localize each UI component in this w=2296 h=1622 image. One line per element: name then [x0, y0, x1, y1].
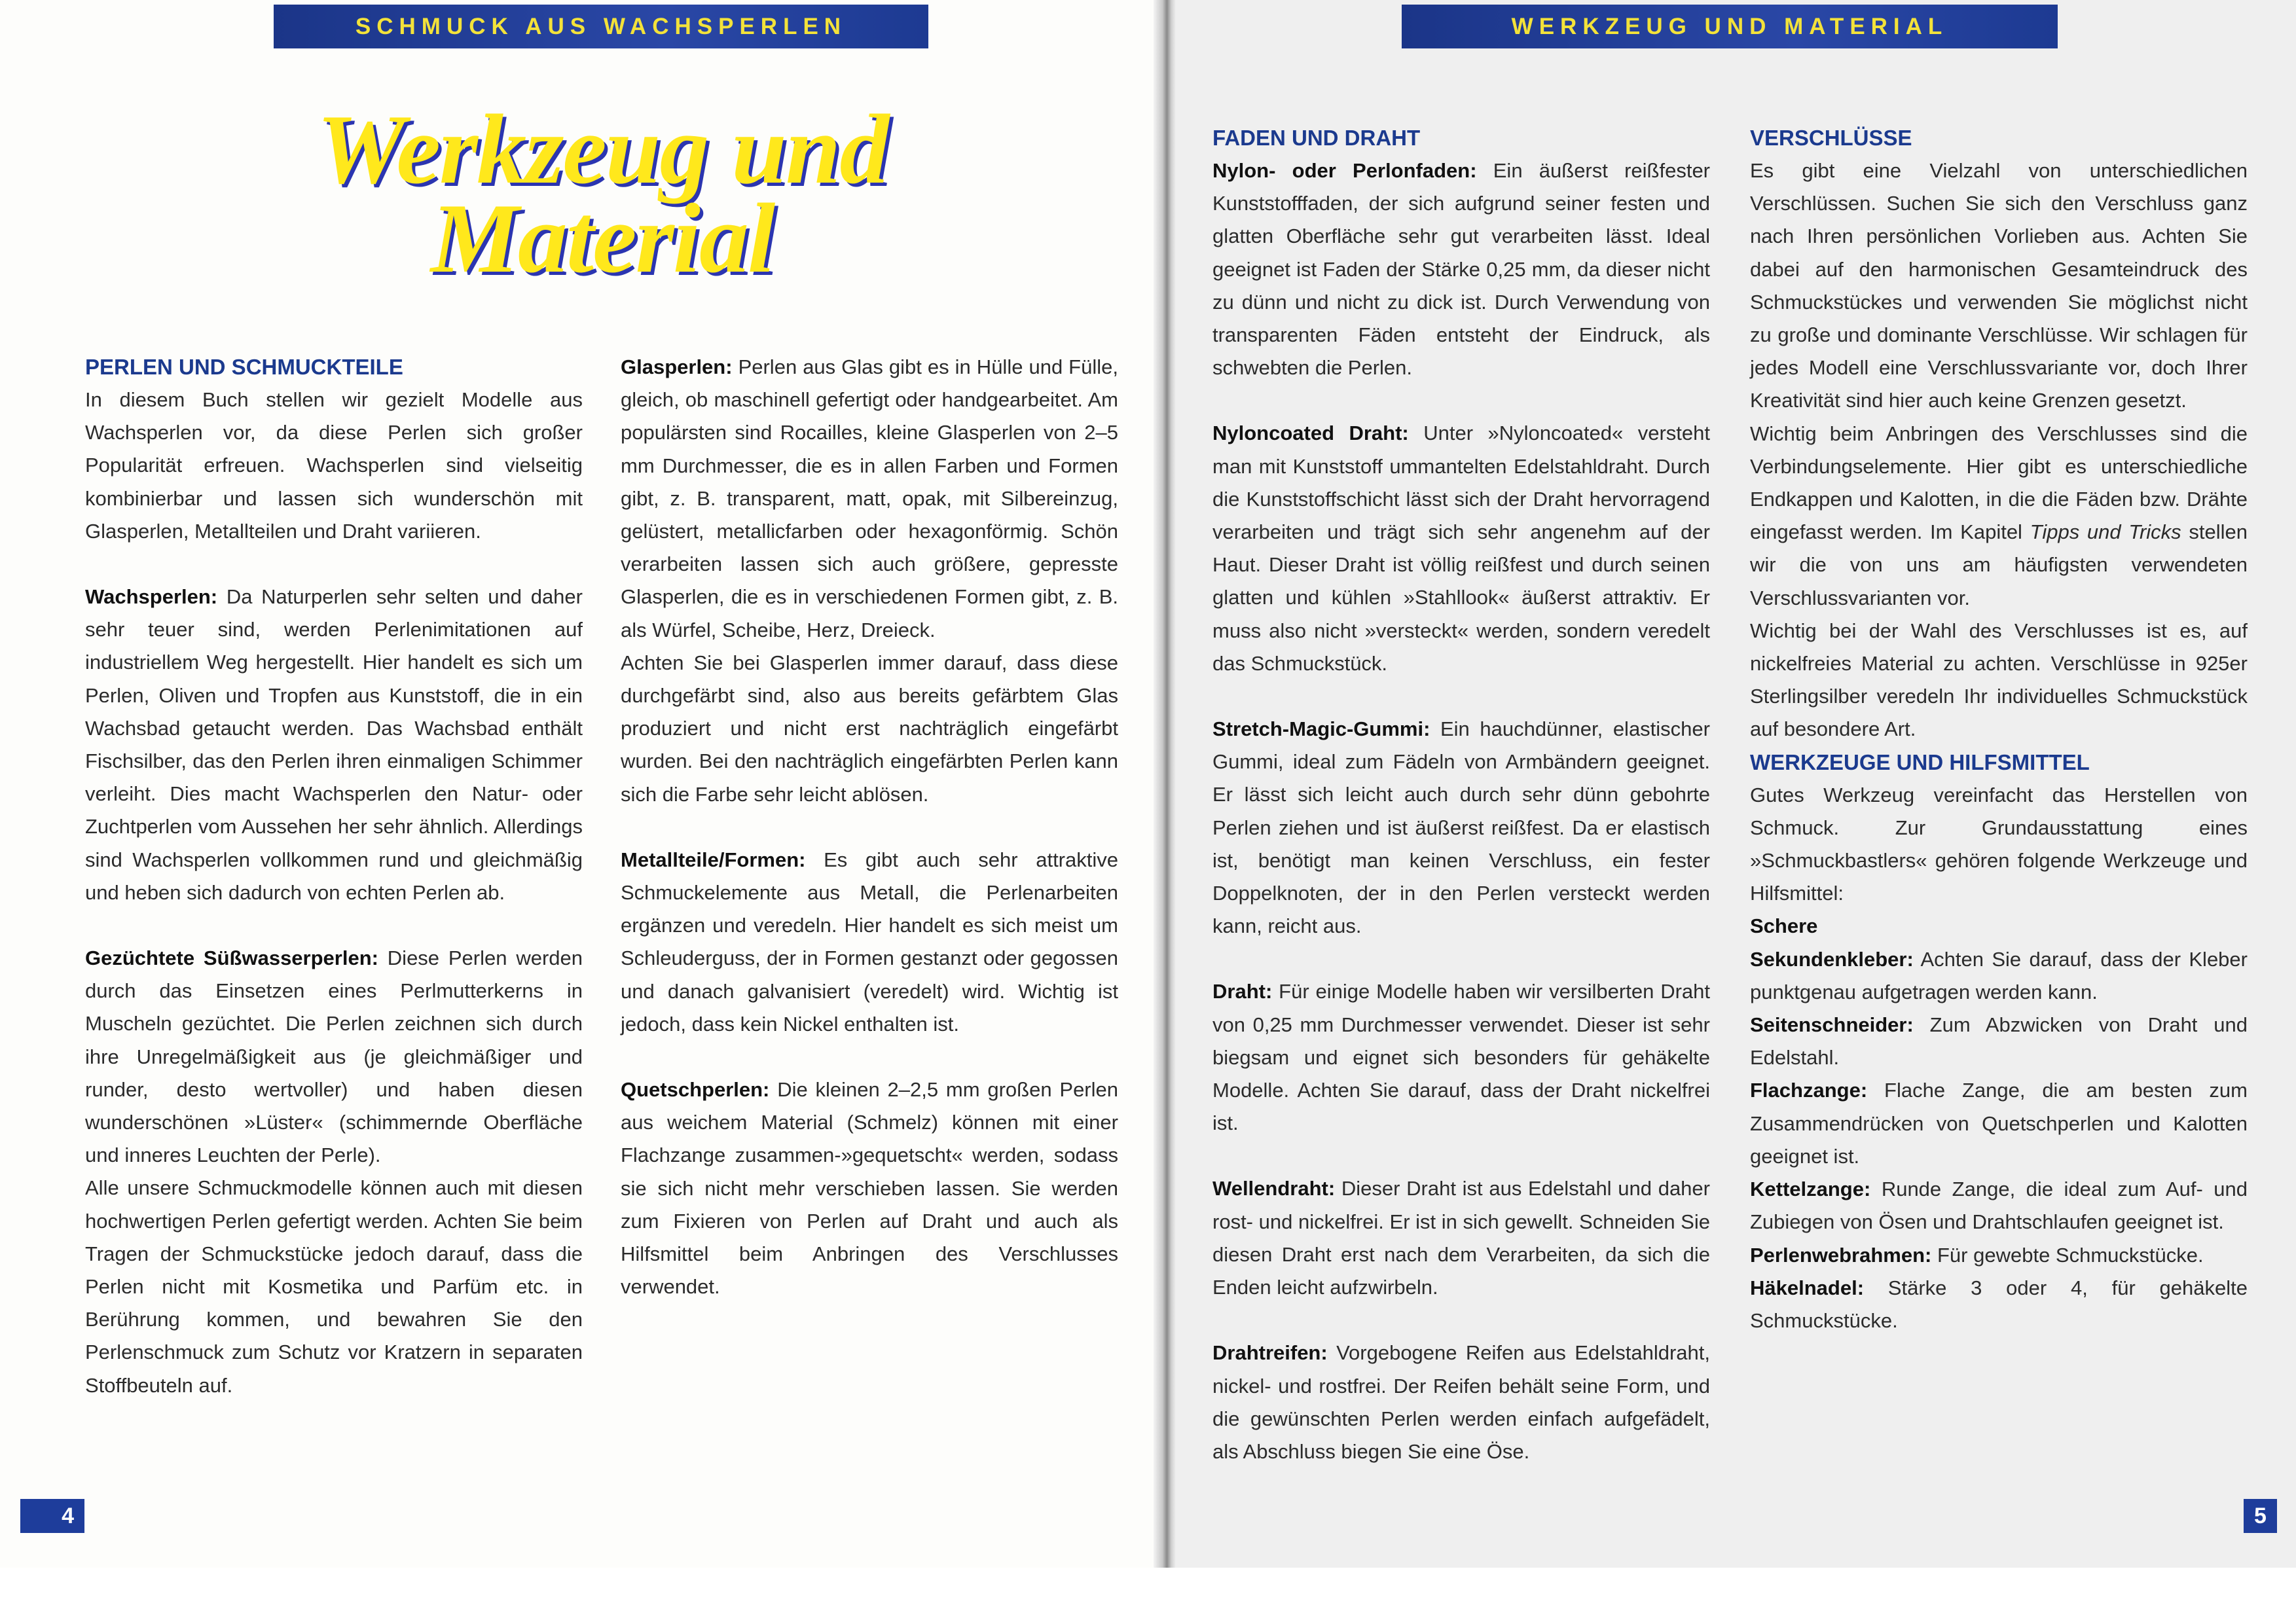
term-label: Schere [1750, 914, 1818, 938]
term-label: Nyloncoated Draht: [1212, 422, 1409, 445]
running-header-right-text: WERKZEUG UND MATERIAL [1511, 13, 1948, 39]
paragraph [85, 942, 583, 1172]
page-number-right-text: 5 [2254, 1503, 2267, 1528]
page-number-left [20, 1499, 84, 1533]
paragraph-text: Vorgebogene Reifen aus Edelstahldraht, nickel- und rostfrei. Der Reifen behält seine Form, und die gewünschten Perlen werden einfach aufgefädelt, als Abschluss biegen Sie eine Öse. [1212, 1341, 1710, 1463]
paragraph-text: Stärke 3 oder 4, für gehäkelte Schmuckstücke. [1750, 1276, 2248, 1332]
running-header-right [1402, 5, 2058, 48]
text-block [621, 844, 1118, 1041]
paragraph-text: Wichtig bei der Wahl des Verschlusses ist es, auf nickelfreies Material zu achten. Verschlüsse in 925er Sterlingsilber veredeln Ihr individuelles Schmuckstück auf besondere Art. [1750, 619, 2248, 741]
paragraph [85, 384, 583, 548]
paragraph-text: Es gibt eine Vielzahl von unterschiedlichen Verschlüssen. Suchen Sie sich den Verschluss ganz nach Ihren persönlichen Vorlieben aus. Achten Sie dabei auf den harmonischen Gesamteindruck des Schmuckstückes und verwenden Sie möglichst nicht zu große und dominante Verschlüsse. Wir schlagen für jedes Modell eine Verschlussvariante vor, doch Ihrer Kreativität sind hier auch keine Grenzen gesetzt. [1750, 159, 2248, 412]
paragraph [1750, 1272, 2248, 1337]
text-block [1212, 417, 1710, 680]
paragraph-text: Für gewebte Schmuckstücke. [1931, 1243, 2204, 1267]
paragraph-text: Flache Zange, die am besten zum Zusammendrücken von Quetschperlen und Kalotten geeignet ist. [1750, 1079, 2248, 1168]
term-label: Stretch-Magic-Gummi: [1212, 717, 1430, 741]
term-label: Gezüchtete Süßwasserperlen: [85, 946, 378, 970]
paragraph-text: Da Naturperlen sehr selten und daher sehr teuer sind, werden Perlenimitationen auf industriellem Weg hergestellt. Hier handelt es sich um Perlen, Oliven und Tropfen aus Kunststoff, die in ein Wachsbad getaucht werden. Das Wachsbad enthält Fischsilber, das den Perlen ihren einmaligen Schimmer verleiht. Dies macht Wachsperlen den Natur- oder Zuchtperlen vom Aussehen her sehr ähnlich. Allerdings sind Wachsperlen vollkommen rund und gleichmäßig und heben sich dadurch von echten Perlen ab. [85, 585, 583, 904]
paragraph [621, 647, 1118, 811]
paragraph-text: Ein äußerst reißfester Kunststofffaden, der sich aufgrund seiner festen und glatten Oberfläche sehr gut verarbeiten lässt. Ideal geeignet ist Faden der Stärke 0,25 mm, da dieser nicht zu dünn und nicht zu dick ist. Durch Verwendung von transparenten Fäden entsteht der Eindruck, als schwebten die Perlen. [1212, 159, 1711, 380]
running-header-left-text: SCHMUCK AUS WACHSPERLEN [355, 13, 847, 39]
paragraph [85, 581, 583, 909]
paragraph [1750, 779, 2248, 910]
chapter-title-line-1: Werkzeug und [316, 94, 888, 204]
section-heading: VERSCHLÜSSE [1750, 126, 1912, 150]
page-number-left-text: 4 [62, 1503, 74, 1528]
book-gutter [1154, 0, 1176, 1568]
term-label: Flachzange: [1750, 1079, 1868, 1102]
paragraph-text: Alle unsere Schmuckmodelle können auch mit diesen hochwertigen Perlen gefertigt werden. Achten Sie beim Tragen der Schmuckstücke jedoch darauf, dass die Perlen nicht mit Kosmetika und Parfüm etc. in Berührung kommen, und bewahren Sie den Perlenschmuck zum Schutz vor Kratzern in separaten Stoffbeuteln auf. [85, 1176, 583, 1397]
paragraph-text: Diese Perlen werden durch das Einsetzen eines Perlmutterkerns in Muscheln gezüchtet. Die Perlen zeichnen sich durch ihre Unregelmäßigkeit aus (je gleichmäßiger und runder, desto wertvoller) und haben diesen wunderschönen »Lüster« (schimmernde Oberfläche und inneres Leuchten der Perle). [85, 946, 583, 1167]
term-label: Wachsperlen: [85, 585, 218, 609]
paragraph [1212, 417, 1710, 680]
paragraph [1212, 154, 1710, 384]
paragraph [1750, 1074, 2248, 1173]
term-label: Seitenschneider: [1750, 1013, 1914, 1037]
text-block [85, 384, 583, 548]
paragraph-text: Wichtig beim Anbringen des Verschlusses sind die Verbindungselemente. Hier gibt es unterschiedliche Endkappen und Kalotten, in die die Fäden bzw. Drähte eingefasst werden. Im Kapitel [1750, 422, 2248, 544]
paragraph [621, 351, 1118, 647]
paragraph-text: In diesem Buch stellen wir gezielt Modelle aus Wachsperlen vor, da diese Perlen sich großer Popularität erfreuen. Wachsperlen sind vielseitig kombinierbar und lassen sich wunderschön mit Glasperlen, Metallteilen und Draht variieren. [85, 388, 583, 543]
term-label: Glasperlen: [621, 355, 733, 378]
text-block [621, 351, 1118, 811]
text-column-4 [1750, 122, 2248, 1337]
paragraph-text: Achten Sie darauf, dass der Kleber punktgenau aufgetragen werden kann. [1750, 947, 2248, 1003]
paragraph [1212, 975, 1710, 1140]
term-label: Kettelzange: [1750, 1178, 1871, 1201]
paragraph [1750, 910, 2248, 943]
paragraph [621, 1073, 1118, 1303]
paragraph [1212, 713, 1710, 943]
paragraph [1750, 1239, 2248, 1272]
text-block [1212, 975, 1710, 1140]
running-header-left [274, 5, 928, 48]
paragraph [1212, 1337, 1710, 1468]
section-heading: PERLEN UND SCHMUCKTEILE [85, 355, 403, 379]
text-column-2 [621, 351, 1118, 1303]
text-column-1 [85, 351, 583, 1402]
text-block [621, 1073, 1118, 1303]
text-block [1212, 154, 1710, 384]
term-label: Drahtreifen: [1212, 1341, 1328, 1365]
paragraph-text: Unter »Nyloncoated« versteht man mit Kunststoff ummantelten Edelstahldraht. Durch die Kunststoffschicht lässt sich der Draht hervorragend verarbeiten und trägt sich sehr angenehm auf der Haut. Dieser Draht ist völlig reißfest und durch seinen glatten und kühlen »Stahllook« äußerst attraktiv. Er muss also nicht »versteckt« werden, sondern veredelt das Schmuckstück. [1212, 422, 1711, 675]
text-block [1750, 779, 2248, 1337]
paragraph-text: Perlen aus Glas gibt es in Hülle und Fülle, gleich, ob maschinell gefertigt oder handgearbeitet. Am populärsten sind Rocailles, kleine Glasperlen von 2–5 mm Durchmesser, die es in allen Farben und Formen gibt, z. B. transparent, matt, opak, mit Silbereinzug, gelüstert, metallicfarben oder hexagonförmig. Schön verarbeiten lassen sich auch größere, gepresste Glasperlen, die es in verschiedenen Formen gibt, z. B. als Würfel, Scheibe, Herz, Dreieck. [621, 355, 1118, 641]
term-label: Sekundenkleber: [1750, 947, 1914, 971]
section-heading: FADEN UND DRAHT [1212, 126, 1421, 150]
paragraph [1750, 418, 2248, 615]
text-block [1212, 713, 1710, 943]
paragraph [621, 844, 1118, 1041]
paragraph-text: Gutes Werkzeug vereinfacht das Herstellen von Schmuck. Zur Grundausstattung eines »Schmuckbastlers« gehören folgende Werkzeuge und Hilfsmittel: [1750, 783, 2248, 905]
term-label: Quetschperlen: [621, 1078, 770, 1102]
paragraph-text: Die kleinen 2–2,5 mm großen Perlen aus weichem Material (Schmelz) können mit einer Flachzange zusammen-»gequetscht« werden, sodass sie sich nicht mehr verschieben lassen. Sie werden zum Fixieren von Perlen auf Draht und auch als Hilfsmittel beim Anbringen des Verschlusses verwendet. [621, 1078, 1118, 1299]
paragraph [1750, 154, 2248, 418]
text-block [1750, 154, 2248, 746]
paragraph-text: Es gibt auch sehr attraktive Schmuckelemente aus Metall, die Perlenarbeiten ergänzen und veredeln. Hier handelt es sich meist um Schleuderguss, der in Formen gestanzt oder gegossen und danach galvanisiert (veredelt) wird. Wichtig ist jedoch, dass kein Nickel enthalten ist. [621, 848, 1118, 1036]
paragraph-text: Ein hauchdünner, elastischer Gummi, ideal zum Fädeln von Armbändern geeignet. Er lässt sich leicht auch durch sehr dünn gebohrte Perlen ziehen und ist äußerst reißfest. Da er elastisch ist, benötigt man keinen Verschluss, ein fester Doppelknoten, der in den Perlen versteckt werden kann, reicht aus. [1212, 717, 1710, 938]
paragraph-text: stellen wir die von uns am häufigsten verwendeten Verschlussvarianten vor. [1750, 520, 2248, 609]
text-block [85, 942, 583, 1402]
chapter-title-line-2: Material [430, 183, 774, 293]
paragraph [1750, 615, 2248, 746]
paragraph [1750, 1173, 2248, 1238]
term-label: Wellendraht: [1212, 1177, 1336, 1200]
chapter-reference: Tipps und Tricks [2030, 520, 2181, 544]
text-column-3 [1212, 122, 1710, 1468]
paragraph-text: Für einige Modelle haben wir versilberten Draht von 0,25 mm Durchmesser verwendet. Dieser ist sehr biegsam und eignet sich besonders für gehäkelte Modelle. Achten Sie darauf, dass der Draht nickelfrei ist. [1212, 980, 1710, 1135]
term-label: Draht: [1212, 980, 1273, 1003]
text-block [85, 581, 583, 909]
text-block [1212, 1337, 1710, 1468]
paragraph-text: Dieser Draht ist aus Edelstahl und daher rost- und nickelfrei. Er ist in sich gewellt. Schneiden Sie diesen Draht erst nach dem Verarbeiten, da sich die Enden leicht aufzwirbeln. [1212, 1177, 1710, 1299]
term-label: Metallteile/Formen: [621, 848, 806, 871]
paragraph-text: Achten Sie bei Glasperlen immer darauf, dass diese durchgefärbt sind, also aus bereits gefärbtem Glas produziert und nicht erst nachträglich eingefärbt wurden. Bei den nachträglich eingefärbten Perlen kann sich die Farbe sehr leicht ablösen. [621, 651, 1118, 806]
paragraph [1750, 1009, 2248, 1074]
paragraph [1750, 943, 2248, 1009]
paragraph [85, 1172, 583, 1401]
paragraph-text: Runde Zange, die ideal zum Auf- und Zubiegen von Ösen und Drahtschlaufen geeignet ist. [1750, 1178, 2248, 1234]
term-label: Nylon- oder Perlonfaden: [1212, 159, 1477, 182]
term-label: Häkelnadel: [1750, 1276, 1865, 1299]
section-heading: WERKZEUGE UND HILFSMITTEL [1750, 749, 2090, 774]
text-block [1212, 1172, 1710, 1304]
term-label: Perlenwebrahmen: [1750, 1243, 1932, 1267]
paragraph [1212, 1172, 1710, 1304]
page-number-right [2244, 1499, 2277, 1533]
chapter-title [210, 94, 995, 293]
paragraph-text: Zum Abzwicken von Draht und Edelstahl. [1750, 1013, 2248, 1070]
